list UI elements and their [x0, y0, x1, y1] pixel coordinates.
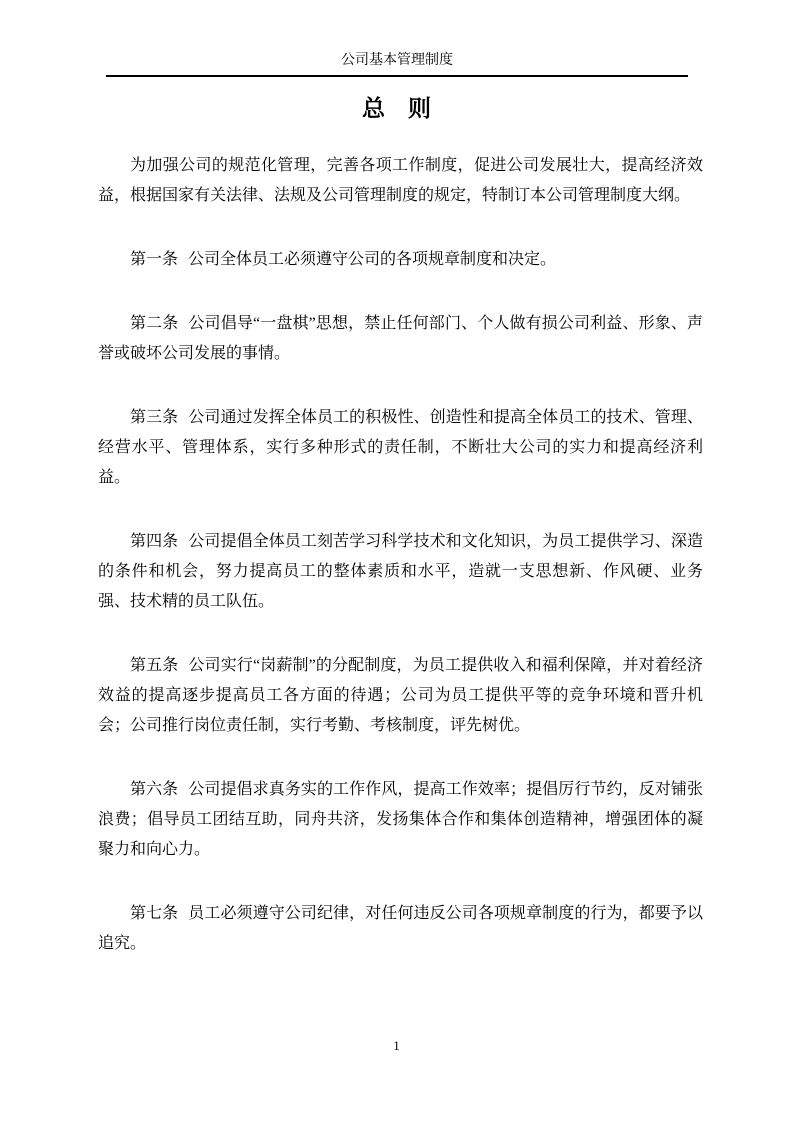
article-label: 第五条 [130, 657, 179, 674]
article-text: 公司提倡全体员工刻苦学习科学技术和文化知识，为员工提供学习、深造的条件和机会，努力提高员工的整体素质和水平，造就一支思想新、作风硬、业务强、技术精的员工队伍。 [98, 533, 703, 610]
article-text: 公司提倡求真务实的工作作风，提高工作效率；提倡厉行节约，反对铺张浪费；倡导员工团结互助，同舟共济，发扬集体合作和集体创造精神，增强团体的凝聚力和向心力。 [98, 781, 703, 858]
article-text: 公司全体员工必须遵守公司的各项规章制度和决定。 [188, 251, 557, 268]
article-label: 第三条 [130, 409, 179, 426]
page-number: 1 [393, 1038, 400, 1053]
article-label: 第六条 [130, 781, 179, 798]
article-label: 第七条 [130, 905, 179, 922]
article-text: 公司实行“岗薪制”的分配制度，为员工提供收入和福利保障，并对着经济效益的提高逐步提高员工各方面的待遇；公司为员工提供平等的竞争环境和晋升机会；公司推行岗位责任制，实行考勤、考核制度，评先树优。 [98, 657, 703, 734]
article-label: 第四条 [130, 533, 179, 550]
article-paragraph [98, 527, 703, 617]
header-text: 公司基本管理制度 [341, 53, 453, 68]
article-label: 第一条 [130, 251, 179, 268]
article-label: 第二条 [130, 315, 179, 332]
article-paragraph [98, 403, 703, 493]
document-body [98, 151, 703, 959]
page-title: 总 则 [362, 96, 431, 121]
articles [98, 245, 703, 959]
article-paragraph [98, 245, 703, 275]
article-paragraph [98, 899, 703, 959]
article-paragraph [98, 309, 703, 369]
intro-paragraph: 为加强公司的规范化管理，完善各项工作制度，促进公司发展壮大，提高经济效益，根据国家有关法律、法规及公司管理制度的规定，特制订本公司管理制度大纲。 [98, 157, 703, 204]
document-header [106, 52, 688, 77]
article-text: 公司通过发挥全体员工的积极性、创造性和提高全体员工的技术、管理、经营水平、管理体系，实行多种形式的责任制，不断壮大公司的实力和提高经济利益。 [98, 409, 703, 486]
article-paragraph [98, 775, 703, 865]
article-text: 员工必须遵守公司纪律，对任何违反公司各项规章制度的行为，都要予以追究。 [98, 905, 703, 952]
article-paragraph [98, 651, 703, 741]
article-text: 公司倡导“一盘棋”思想，禁止任何部门、个人做有损公司利益、形象、声誉或破坏公司发展的事情。 [98, 315, 703, 362]
